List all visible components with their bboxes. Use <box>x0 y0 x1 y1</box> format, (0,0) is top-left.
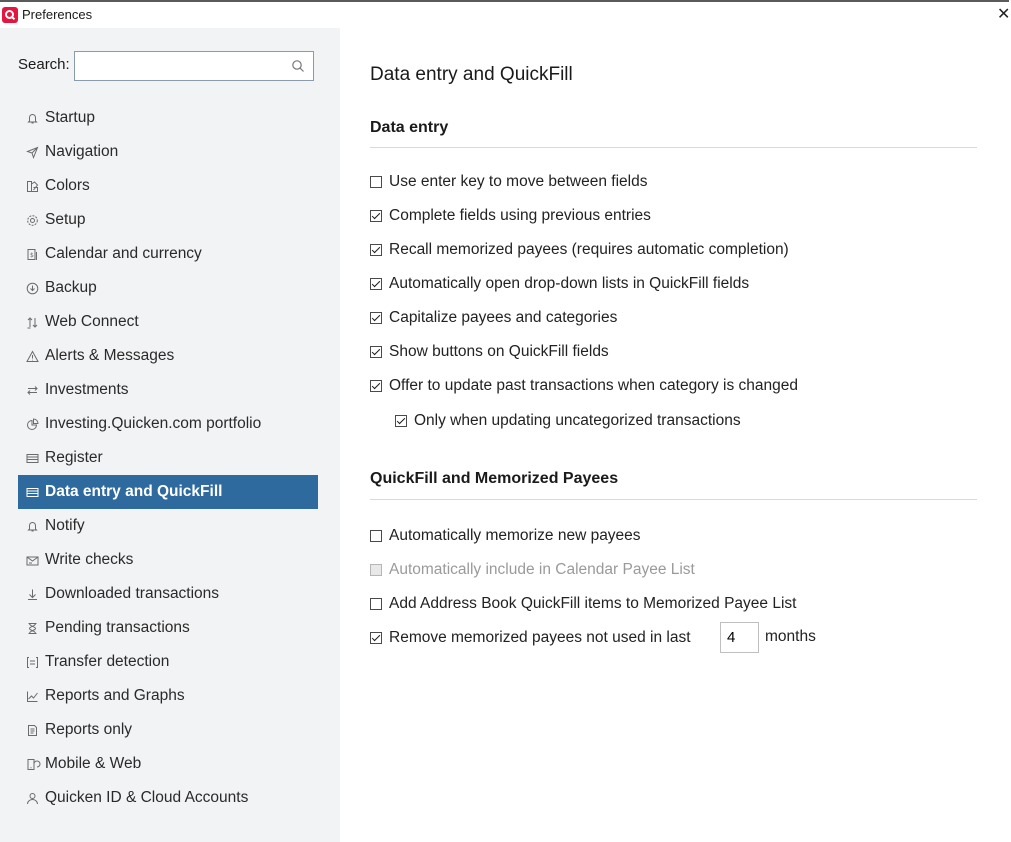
sidebar-item-web-connect[interactable] <box>18 305 318 339</box>
sidebar-item-label: Reports only <box>45 721 133 738</box>
option-label: Use enter key to move between fields <box>389 173 648 190</box>
option-remove-memorized-payees[interactable] <box>370 627 691 649</box>
sidebar-item-reports-only[interactable] <box>18 713 318 747</box>
sidebar-item-register[interactable] <box>18 441 318 475</box>
sidebar-item-backup[interactable] <box>18 271 318 305</box>
sidebar-item-quicken-id-cloud-accounts[interactable] <box>18 781 318 815</box>
search-box[interactable] <box>74 51 314 81</box>
backup-download-icon <box>18 271 45 305</box>
warning-triangle-icon <box>18 339 45 373</box>
register-list-icon <box>18 441 45 475</box>
sidebar-item-write-checks[interactable] <box>18 543 318 577</box>
checkbox[interactable] <box>370 530 382 542</box>
sidebar-nav <box>18 101 318 815</box>
title-bar <box>0 0 1009 28</box>
search-label: Search: <box>18 56 70 73</box>
option-only-uncategorized[interactable] <box>395 410 741 432</box>
checkbox[interactable] <box>370 176 382 188</box>
page-title: Data entry and QuickFill <box>370 64 573 85</box>
checkbox[interactable] <box>370 210 382 222</box>
sidebar-item-transfer-detection[interactable] <box>18 645 318 679</box>
option-label: Automatically memorize new payees <box>389 527 641 544</box>
months-input[interactable] <box>720 622 759 653</box>
download-arrow-icon <box>18 577 45 611</box>
option-label: Automatically include in Calendar Payee List <box>389 561 695 578</box>
sidebar-item-label: Mobile & Web <box>45 755 142 772</box>
report-document-icon <box>18 713 45 747</box>
option-complete-fields[interactable] <box>370 205 651 227</box>
data-entry-list-icon <box>18 475 45 509</box>
check-envelope-icon <box>18 543 45 577</box>
sidebar-item-investments[interactable] <box>18 373 318 407</box>
bell-icon <box>18 101 45 135</box>
exchange-arrows-icon <box>18 373 45 407</box>
option-label: Add Address Book QuickFill items to Memorized Payee List <box>389 595 797 612</box>
quicken-logo-icon <box>2 7 18 23</box>
section-title-quickfill-memorized: QuickFill and Memorized Payees <box>370 470 619 487</box>
sidebar-item-label: Investments <box>45 381 129 398</box>
option-use-enter-key[interactable] <box>370 171 647 193</box>
sidebar-item-label: Register <box>45 449 103 466</box>
sidebar-item-calendar-and-currency[interactable] <box>18 237 318 271</box>
sidebar-item-pending-transactions[interactable] <box>18 611 318 645</box>
preferences-sidebar <box>0 28 340 842</box>
sidebar-item-label: Navigation <box>45 143 119 160</box>
sidebar-item-label: Transfer detection <box>45 653 170 670</box>
line-graph-icon <box>18 679 45 713</box>
checkbox[interactable] <box>370 380 382 392</box>
bell-icon <box>18 509 45 543</box>
hourglass-icon <box>18 611 45 645</box>
option-label: Complete fields using previous entries <box>389 207 651 224</box>
checkbox[interactable] <box>395 415 407 427</box>
navigation-arrow-icon <box>18 135 45 169</box>
transfer-arrows-icon <box>18 305 45 339</box>
section-divider <box>370 499 977 500</box>
option-capitalize-payees[interactable] <box>370 307 617 329</box>
option-label: Show buttons on QuickFill fields <box>389 343 609 360</box>
pie-chart-icon <box>18 407 45 441</box>
option-add-address-book[interactable] <box>370 593 796 615</box>
checkbox[interactable] <box>370 598 382 610</box>
svg-text:$: $ <box>29 251 34 259</box>
option-auto-memorize-payees[interactable] <box>370 525 641 547</box>
sidebar-item-label: Quicken ID & Cloud Accounts <box>45 789 249 806</box>
option-recall-memorized-payees[interactable] <box>370 239 789 261</box>
sidebar-item-label: Calendar and currency <box>45 245 202 262</box>
checkbox[interactable] <box>370 278 382 290</box>
sidebar-item-label: Backup <box>45 279 97 296</box>
option-include-calendar-payee <box>370 559 695 581</box>
search-input[interactable] <box>75 52 280 80</box>
sidebar-item-downloaded-transactions[interactable] <box>18 577 318 611</box>
option-auto-open-dropdowns[interactable] <box>370 273 749 295</box>
months-label: months <box>765 628 816 645</box>
search-icon[interactable] <box>291 59 305 73</box>
checkbox[interactable] <box>370 312 382 324</box>
palette-icon <box>18 169 45 203</box>
sidebar-item-data-entry-and-quickfill[interactable] <box>18 475 318 509</box>
sidebar-item-colors[interactable] <box>18 169 318 203</box>
window-title: Preferences <box>22 7 93 22</box>
mobile-sync-icon <box>18 747 45 781</box>
sidebar-item-label: Pending transactions <box>45 619 190 636</box>
option-offer-update-past[interactable] <box>370 375 798 397</box>
sidebar-item-setup[interactable] <box>18 203 318 237</box>
user-icon <box>18 781 45 815</box>
sidebar-item-label: Reports and Graphs <box>45 687 185 704</box>
option-label: Recall memorized payees (requires automatic completion) <box>389 241 789 258</box>
option-label: Offer to update past transactions when category is changed <box>389 377 798 394</box>
option-label: Only when updating uncategorized transactions <box>414 412 741 429</box>
option-label: Remove memorized payees not used in last <box>389 629 691 646</box>
sidebar-item-label: Setup <box>45 211 86 228</box>
option-label: Capitalize payees and categories <box>389 309 618 326</box>
calendar-currency-icon <box>18 237 45 271</box>
section-divider <box>370 147 977 148</box>
section-title-data-entry: Data entry <box>370 119 449 136</box>
checkbox[interactable] <box>370 244 382 256</box>
transfer-detection-icon <box>18 645 45 679</box>
checkbox[interactable] <box>370 632 382 644</box>
preferences-content <box>340 28 1009 842</box>
option-show-quickfill-buttons[interactable] <box>370 341 609 363</box>
option-label: Automatically open drop-down lists in QuickFill fields <box>389 275 750 292</box>
sidebar-item-label: Colors <box>45 177 90 194</box>
sidebar-item-label: Web Connect <box>45 313 139 330</box>
sidebar-item-startup[interactable] <box>18 101 318 135</box>
close-button[interactable]: ✕ <box>997 6 1011 23</box>
sidebar-item-notify[interactable] <box>18 509 318 543</box>
sidebar-item-investing-portfolio[interactable] <box>18 407 318 441</box>
sidebar-item-label: Startup <box>45 109 95 126</box>
sidebar-item-label: Write checks <box>45 551 134 568</box>
checkbox[interactable] <box>370 346 382 358</box>
sidebar-item-mobile-web[interactable] <box>18 747 318 781</box>
sidebar-item-alerts-messages[interactable] <box>18 339 318 373</box>
gear-icon <box>18 203 45 237</box>
sidebar-item-navigation[interactable] <box>18 135 318 169</box>
sidebar-item-label: Notify <box>45 517 85 534</box>
checkbox-disabled <box>370 564 382 576</box>
sidebar-item-label: Data entry and QuickFill <box>45 483 223 500</box>
sidebar-item-label: Investing.Quicken.com portfolio <box>45 415 262 432</box>
sidebar-item-label: Downloaded transactions <box>45 585 220 602</box>
sidebar-item-label: Alerts & Messages <box>45 347 175 364</box>
sidebar-item-reports-and-graphs[interactable] <box>18 679 318 713</box>
